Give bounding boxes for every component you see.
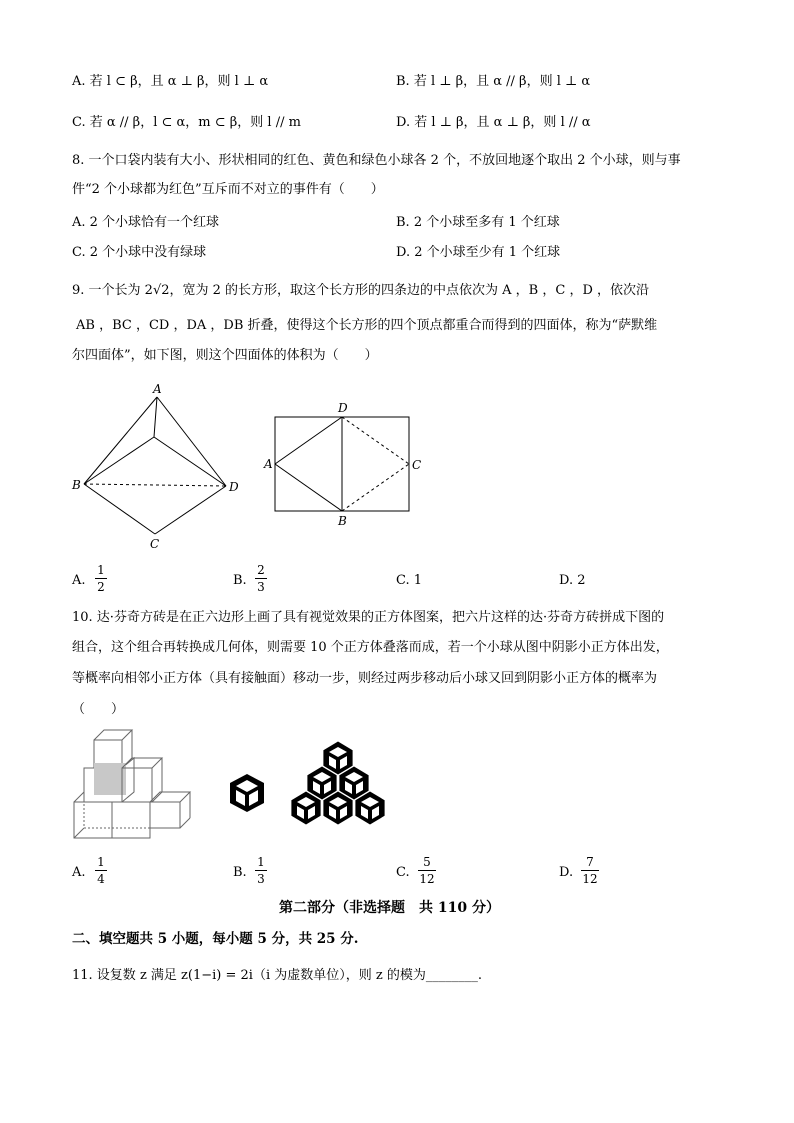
- q8-stem-line2: 件“2 个小球都为红色”互斥而不对立的事件有（ ）: [72, 182, 384, 197]
- q8-stem-line1: 8. 一个口袋内装有大小、形状相同的红色、黄色和绿色小球各 2 个，不放回地逐个取出 2 个小球，则与事: [72, 153, 681, 168]
- q8-option-c: C. 2 个小球中没有绿球: [72, 245, 207, 260]
- part-two-heading: 第二部分（非选择题 共 110 分）: [279, 900, 500, 916]
- q10-option-a-fraction: 1 4: [93, 855, 109, 886]
- q9-option-b-label: B.: [233, 573, 247, 588]
- q10-stem-line2: 组合，这个组合再转换成几何体，则需要 10 个正方体叠落而成，若一个小球从图中阴影小正方体出发，: [72, 640, 669, 655]
- q9-option-c: C. 1: [396, 573, 423, 588]
- q10-option-b-label: B.: [233, 865, 247, 880]
- section-two-heading: 二、填空题共 5 小题，每小题 5 分，共 25 分.: [72, 931, 359, 947]
- rectangle-net-figure: [262, 398, 434, 530]
- tetra-label-d: D: [229, 480, 239, 494]
- q9-stem-line3: 尔四面体”，如下图，则这个四面体的体积为（ ）: [72, 348, 378, 363]
- q7-option-c: C. 若 α // β，l ⊂ α，m ⊂ β，则 l // m: [72, 115, 301, 130]
- q9-option-d: D. 2: [559, 573, 586, 588]
- q10-option-d-label: D.: [559, 865, 574, 880]
- q8-option-a: A. 2 个小球恰有一个红球: [72, 215, 220, 230]
- q9-stem-line2: AB ，BC ，CD ，DA ，DB 折叠，使得这个长方形的四个顶点都重合而得到的四面体，称为“萨默维: [76, 318, 658, 333]
- q8-option-d: D. 2 个小球至少有 1 个红球: [396, 245, 561, 260]
- q8-option-b: B. 2 个小球至多有 1 个红球: [396, 215, 560, 230]
- tetra-label-a: A: [153, 382, 162, 396]
- q7-option-d: D. 若 l ⊥ β，且 α ⊥ β，则 l // α: [396, 115, 591, 130]
- q10-option-c-fraction: 5 12: [419, 855, 435, 886]
- q7-option-b: B. 若 l ⊥ β，且 α // β，则 l ⊥ α: [396, 74, 591, 89]
- q10-stem-line3: 等概率向相邻小正方体（具有接触面）移动一步，则经过两步移动后小球又回到阴影小正方体的概率为: [72, 671, 658, 686]
- q9-option-a-label: A.: [72, 573, 86, 588]
- q10-option-a-label: A.: [72, 865, 86, 880]
- net-label-a: A: [264, 457, 273, 471]
- net-label-d: D: [338, 401, 348, 415]
- tetra-label-c: C: [150, 537, 160, 551]
- q9-option-a-fraction: 1 2: [93, 563, 109, 594]
- q9-stem-line1: 9. 一个长为 2√2，宽为 2 的长方形，取这个长方形的四条边的中点依次为 A ，B ，C ，D ，依次沿: [72, 283, 650, 298]
- tetra-label-b: B: [72, 478, 81, 492]
- tetrahedron-figure: [68, 380, 258, 555]
- q10-stem-line1: 10. 达·芬奇方砖是在正六边形上画了具有视觉效果的正方体图案，把六片这样的达·芬奇方砖拼成下图的: [72, 610, 665, 625]
- single-tile-figure: [226, 772, 268, 814]
- q10-option-d-fraction: 7 12: [582, 855, 598, 886]
- q10-stem-line4: （ ）: [72, 702, 125, 717]
- net-label-c: C: [412, 458, 422, 472]
- q10-option-c-label: C.: [396, 865, 410, 880]
- cube-stack-figure: [68, 725, 198, 850]
- q9-option-b-fraction: 2 3: [253, 563, 269, 594]
- q10-option-b-fraction: 1 3: [253, 855, 269, 886]
- q7-option-a: A. 若 l ⊂ β，且 α ⊥ β，则 l ⊥ α: [72, 74, 269, 89]
- q11-stem: 11. 设复数 z 满足 z(1−i) = 2i（i 为虚数单位），则 z 的模为________.: [72, 968, 482, 983]
- net-label-b: B: [338, 514, 347, 528]
- tile-pyramid-figure: [284, 738, 394, 838]
